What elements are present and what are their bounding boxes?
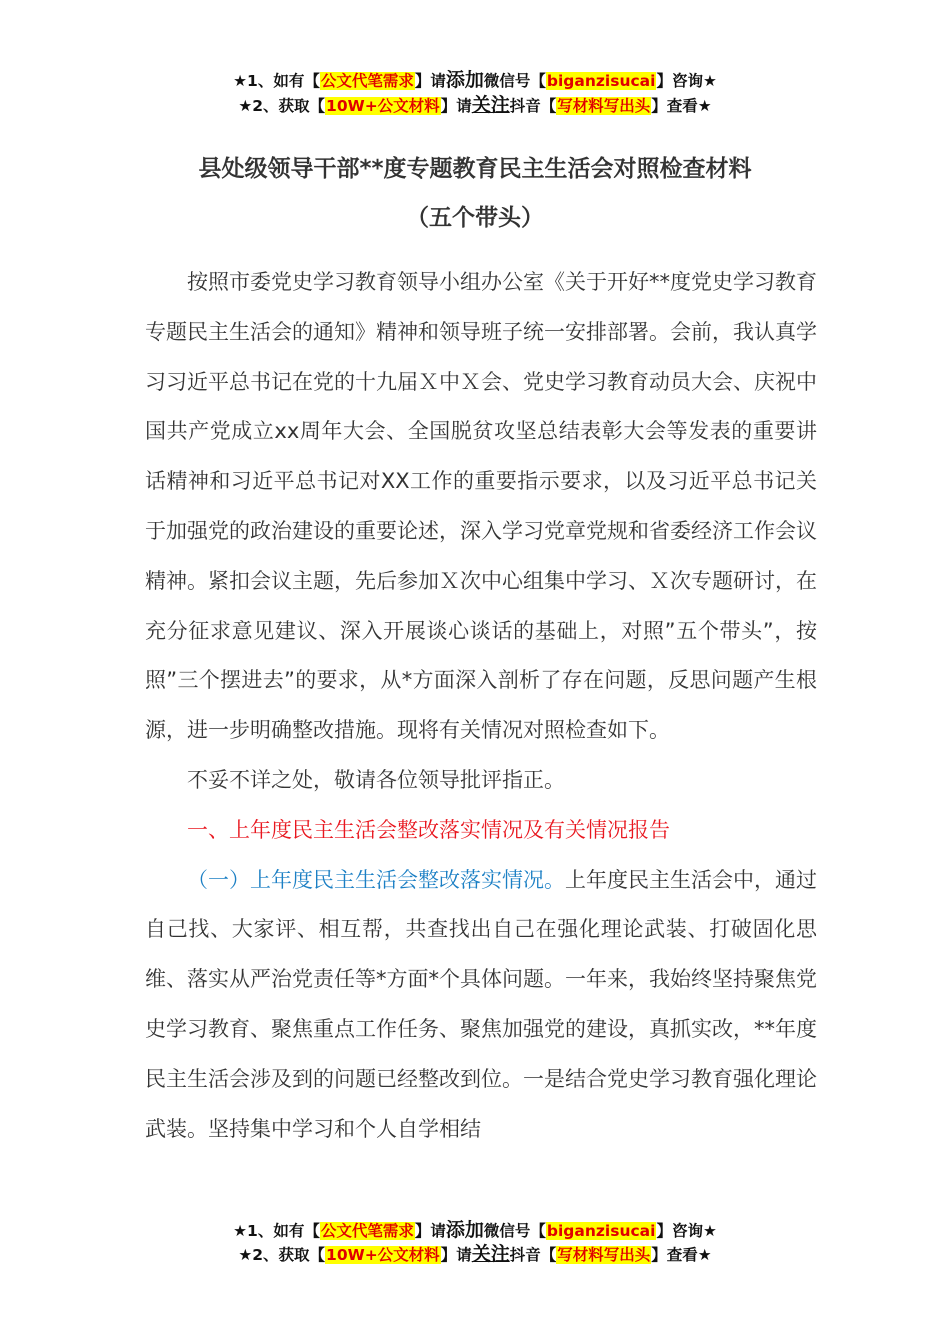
ad-text: ★2、获取【	[238, 97, 326, 115]
ad-text: 】查看★	[651, 1246, 712, 1264]
ad-text: 】请	[440, 1246, 472, 1264]
ad-top-line-1	[0, 69, 950, 92]
ad-highlight-wechat: biganzisucai	[546, 72, 656, 90]
ad-text: 抖音【	[509, 1246, 557, 1264]
ad-text: 】请	[414, 72, 446, 90]
ad-text: 】请	[414, 1222, 446, 1240]
ad-text: 抖音【	[509, 97, 557, 115]
section-heading-1: 一、上年度民主生活会整改落实情况及有关情况报告	[187, 817, 670, 842]
ad-emphasis: 添加	[445, 1219, 484, 1241]
ad-text: 】咨询★	[656, 1222, 717, 1240]
ad-highlight-douyin: 写材料写出头	[557, 1246, 651, 1264]
ad-top-line-2	[0, 94, 950, 117]
body-paragraph-3	[145, 856, 817, 1155]
ad-bottom-line-2	[0, 1243, 950, 1266]
document-body	[145, 258, 817, 1154]
subsection-heading-1: （一）上年度民主生活会整改落实情况。	[187, 867, 565, 892]
ad-highlight: 10W+公文材料	[326, 1246, 440, 1264]
ad-emphasis: 添加	[445, 69, 484, 91]
document-title: 县处级领导干部**度专题教育民主生活会对照检查材料	[198, 156, 752, 182]
ad-text: 微信号【	[483, 1222, 546, 1240]
ad-emphasis: 关注	[471, 94, 510, 116]
ad-emphasis: 关注	[471, 1243, 510, 1265]
body-paragraph-3-text: 上年度民主生活会中，通过自己找、大家评、相互帮，共查找出自己在强化理论武装、打破固化思维、落实从严治党责任等*方面*个具体问题。一年来，我始终坚持聚焦党史学习教育、聚焦重点工作任务、聚焦加强党的建设，真抓实改，**年度民主生活会涉及到的问题已经整改到位。一是结合党史学习教育强化理论武装。坚持集中学习和个人自学相结	[145, 867, 817, 1141]
ad-text: 】咨询★	[656, 72, 717, 90]
ad-highlight-douyin: 写材料写出头	[557, 97, 651, 115]
ad-text: 】查看★	[651, 97, 712, 115]
ad-highlight: 公文代笔需求	[320, 1222, 414, 1240]
ad-bottom-line-1	[0, 1219, 950, 1242]
document-subtitle: （五个带头）	[406, 205, 544, 231]
ad-text: ★2、获取【	[238, 1246, 326, 1264]
body-paragraph-2: 不妥不详之处，敬请各位领导批评指正。	[187, 767, 565, 792]
ad-text: 微信号【	[483, 72, 546, 90]
body-paragraph-1: 按照市委党史学习教育领导小组办公室《关于开好**度党史学习教育专题民主生活会的通知》精神和领导班子统一安排部署。会前，我认真学习习近平总书记在党的十九届Ｘ中Ｘ会、党史学习教育动员大会、庆祝中国共产党成立xx周年大会、全国脱贫攻坚总结表彰大会等发表的重要讲话精神和习近平总书记对XX工作的重要指示要求，以及习近平总书记关于加强党的政治建设的重要论述，深入学习党章党规和省委经济工作会议精神。紧扣会议主题，先后参加Ｘ次中心组集中学习、Ｘ次专题研讨，在充分征求意见建议、深入开展谈心谈话的基础上，对照”五个带头”，按照”三个摆进去”的要求，从*方面深入剖析了存在问题，反思问题产生根源，进一步明确整改措施。现将有关情况对照检查如下。	[145, 270, 817, 743]
ad-highlight-wechat: biganzisucai	[546, 1222, 656, 1240]
ad-highlight: 10W+公文材料	[326, 97, 440, 115]
ad-highlight: 公文代笔需求	[320, 72, 414, 90]
ad-text: 】请	[440, 97, 472, 115]
ad-text: ★1、如有【	[233, 1222, 320, 1240]
ad-text: ★1、如有【	[233, 72, 320, 90]
